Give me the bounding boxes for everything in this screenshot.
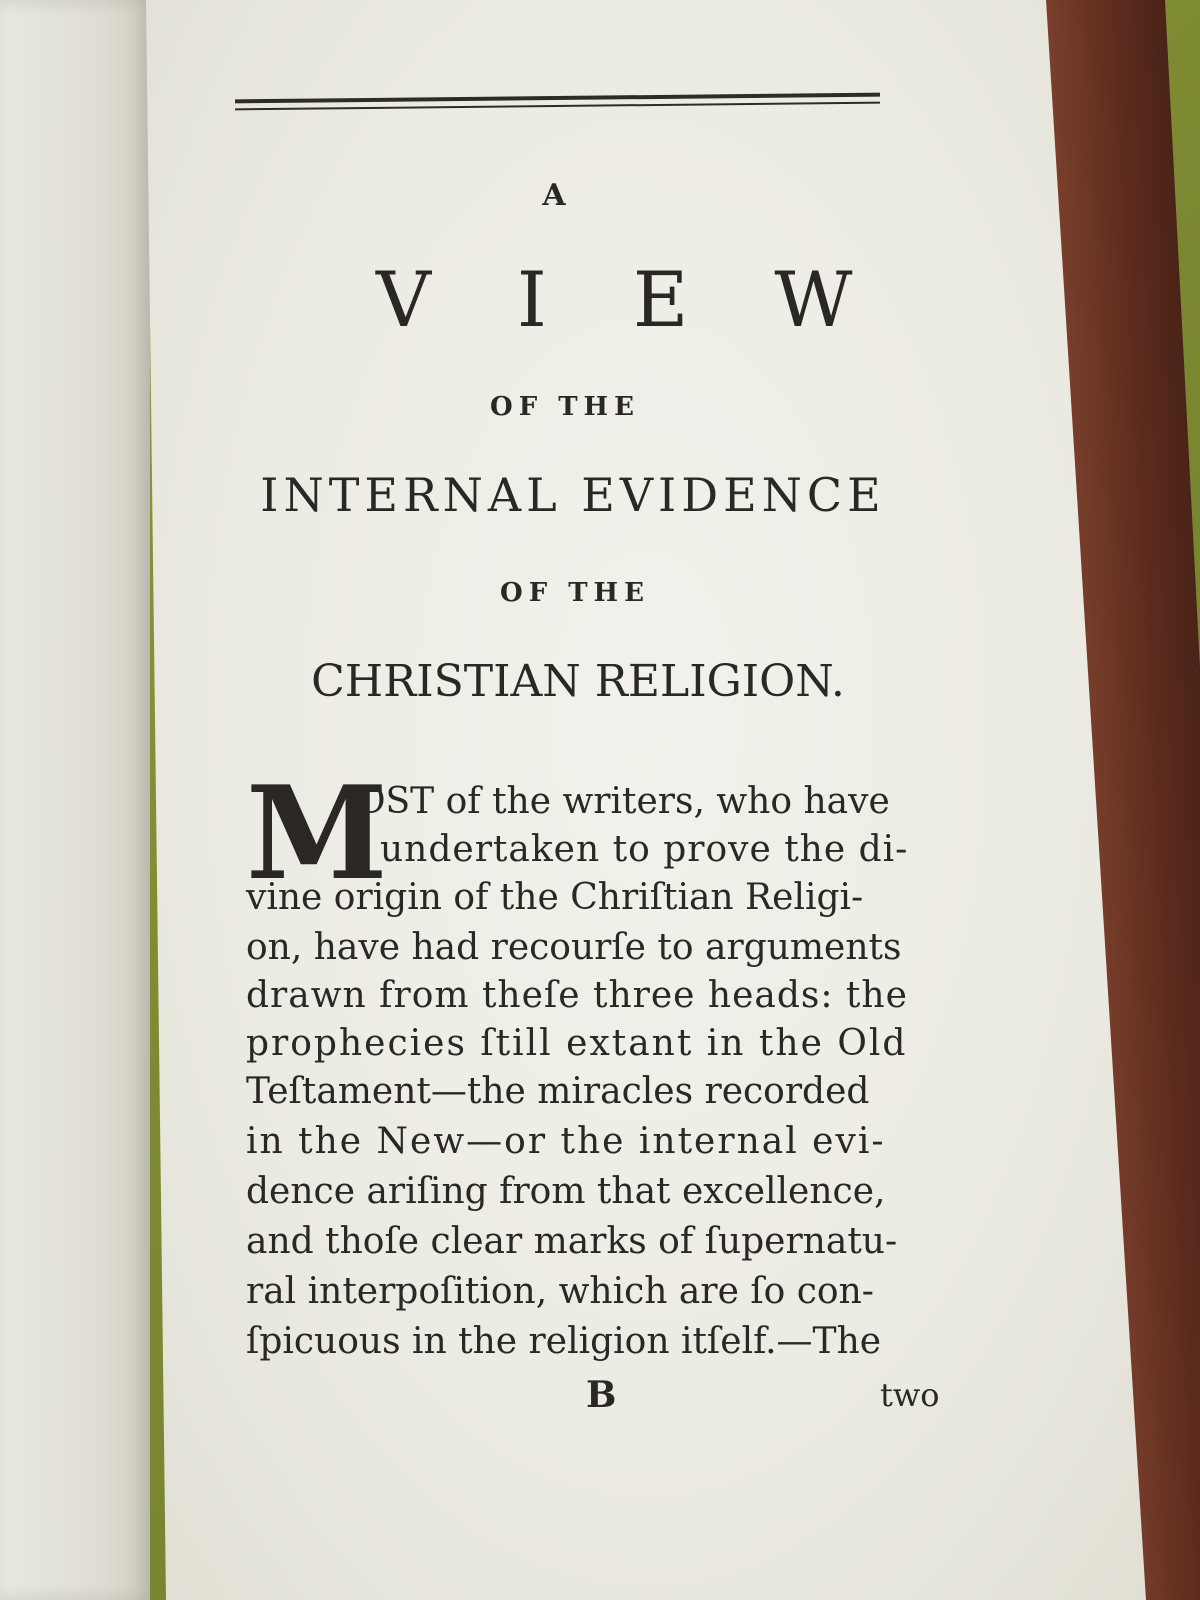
body-line: undertaken to prove the di- xyxy=(380,829,909,870)
signature-mark: B xyxy=(586,1374,617,1416)
title-view: VIEW xyxy=(376,255,939,344)
left-page xyxy=(0,0,150,1600)
body-line: drawn from theſe three heads: the xyxy=(246,975,908,1016)
body-line: OST of the writers, who have xyxy=(356,781,890,822)
body-line: ſpicuous in the religion itſelf.—The xyxy=(246,1321,882,1362)
body-line: and thoſe clear marks of ſupernatu- xyxy=(246,1221,898,1262)
body-line: dence ariſing from that excellence, xyxy=(246,1171,886,1212)
title-christian-religion: CHRISTIAN RELIGION. xyxy=(311,656,845,707)
body-line: prophecies ſtill extant in the Old xyxy=(246,1023,908,1064)
catchword: two xyxy=(880,1376,940,1414)
title-internal-evidence: INTERNAL EVIDENCE xyxy=(260,468,886,522)
body-line: on, have had recourſe to arguments xyxy=(246,927,902,968)
body-line: vine origin of the Chriſtian Religi- xyxy=(246,877,864,918)
title-of-the-second: OF THE xyxy=(500,578,650,608)
body-line: Teſtament—the miracles recorded xyxy=(246,1071,870,1112)
body-line: in the New—or the internal evi- xyxy=(246,1121,886,1162)
drop-cap: M xyxy=(246,759,388,909)
title-of-the-first: OF THE xyxy=(490,392,640,422)
body-line: ral interpoſition, which are ſo con- xyxy=(246,1271,874,1312)
title-article: A xyxy=(542,178,568,213)
